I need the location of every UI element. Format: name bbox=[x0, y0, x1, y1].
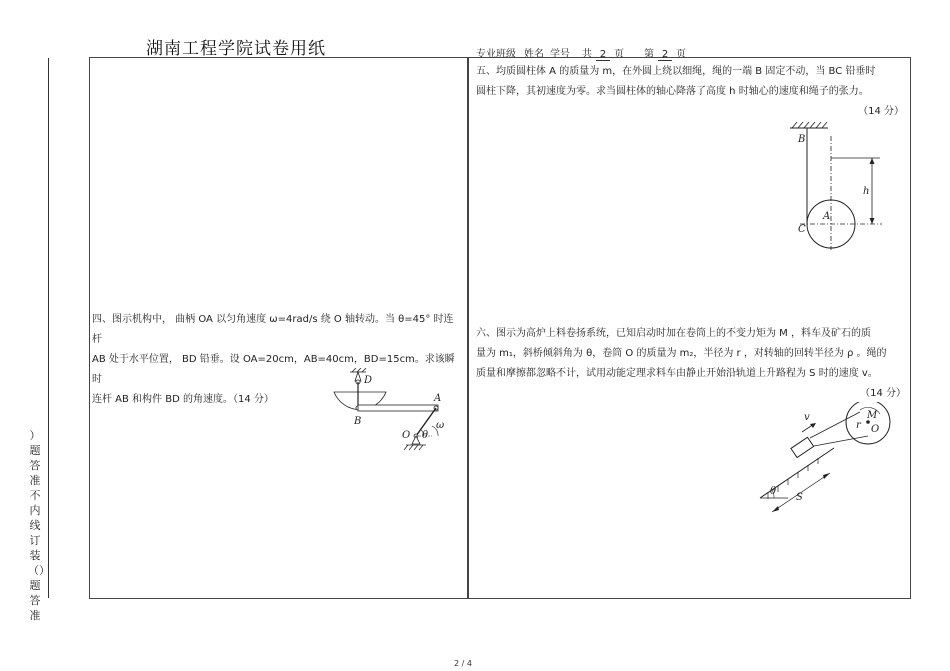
label-b: B bbox=[354, 416, 362, 427]
label-o: O bbox=[402, 430, 411, 441]
question-4-line2: AB 处于水平位置， BD 铅垂。设 OA=20cm，AB=40cm，BD=15cm。求该瞬时 bbox=[92, 354, 455, 385]
current-page: 2 bbox=[658, 50, 672, 61]
label-s: S bbox=[796, 492, 803, 503]
ore-cart bbox=[791, 437, 814, 457]
link-ab bbox=[358, 405, 438, 411]
binding-notice: ）题答准不内线订装（）题答准 bbox=[28, 429, 50, 622]
ground-o-hatch bbox=[404, 445, 423, 450]
s-arrow-start bbox=[772, 506, 779, 512]
question-6 bbox=[476, 324, 906, 404]
height-arrow-top bbox=[870, 158, 875, 164]
question-5 bbox=[476, 62, 904, 122]
ceiling-hatch bbox=[792, 122, 827, 128]
exam-paper-title: 湖南工程学院试卷用纸 bbox=[146, 39, 326, 59]
label-o: O bbox=[871, 424, 880, 435]
label-theta: θ bbox=[422, 430, 429, 441]
total-pages: 2 bbox=[596, 50, 610, 61]
question-5-line2: 圆柱下降，其初速度为零。求当圆柱体的轴心降落了高度 h 时轴心的速度和绳子的张力。 bbox=[476, 86, 869, 97]
velocity-arrowhead bbox=[810, 423, 816, 428]
question-6-score: （14 分） bbox=[860, 388, 906, 399]
question-4-line3: 连杆 AB 和构件 BD 的角速度。（14 分） bbox=[92, 394, 274, 405]
page-indicator: 2 / 4 bbox=[454, 659, 472, 668]
question-6-line3: 质量和摩擦都忽略不计，试用动能定理求料车由静止开始沿轨道上升路程为 S 时的速度 v。 bbox=[476, 368, 878, 379]
current-suffix: 页 bbox=[676, 49, 686, 60]
label-omega: ω bbox=[436, 420, 445, 431]
question-5-line1: 五、均质圆柱体 A 的质量为 m，在外圆上绕以细绳，绳的一端 B 固定不动，当 BC 铅垂时 bbox=[476, 66, 876, 77]
class-label: 专业班级 bbox=[476, 49, 516, 60]
question-5-figure bbox=[780, 118, 890, 258]
question-6-figure bbox=[750, 402, 900, 530]
column-divider bbox=[467, 57, 468, 598]
height-arrow-bottom bbox=[870, 218, 875, 224]
s-arrow-end bbox=[823, 473, 830, 479]
label-b: B bbox=[798, 134, 806, 145]
label-m: M bbox=[867, 410, 878, 421]
total-prefix: 共 bbox=[582, 49, 592, 60]
hoist-rope-top bbox=[810, 412, 860, 438]
question-4-line1: 四、图示机构中， 曲柄 OA 以匀角速度 ω=4rad/s 绕 O 轴转动。当 θ=45° 时连杆 bbox=[92, 314, 454, 345]
question-4-figure bbox=[328, 368, 450, 454]
label-a: A bbox=[823, 211, 831, 222]
label-v: v bbox=[804, 412, 810, 423]
binding-line bbox=[48, 58, 49, 598]
total-suffix: 页 bbox=[614, 49, 624, 60]
student-id-label: 学号 bbox=[550, 49, 570, 60]
hoist-rope-bottom bbox=[814, 436, 868, 446]
question-6-line1: 六、图示为高炉上料卷扬系统，已知启动时加在卷筒上的不变力矩为 M ，料车及矿石的质 bbox=[476, 328, 871, 339]
label-r: r bbox=[856, 420, 861, 431]
label-c: C bbox=[798, 224, 806, 235]
label-h: h bbox=[863, 186, 870, 197]
current-prefix: 第 bbox=[644, 49, 654, 60]
label-d: D bbox=[364, 375, 373, 386]
question-5-score: （14 分） bbox=[858, 106, 904, 117]
pivot-o-support bbox=[412, 436, 420, 444]
label-theta: θ bbox=[770, 486, 777, 497]
label-a: A bbox=[434, 393, 442, 404]
question-6-line2: 量为 m₁，斜桥倾斜角为 θ，卷筒 O 的质量为 m₂，半径为 r ，对转轴的回转半径为 ρ 。绳的 bbox=[476, 348, 887, 359]
name-label: 姓名 bbox=[524, 49, 544, 60]
